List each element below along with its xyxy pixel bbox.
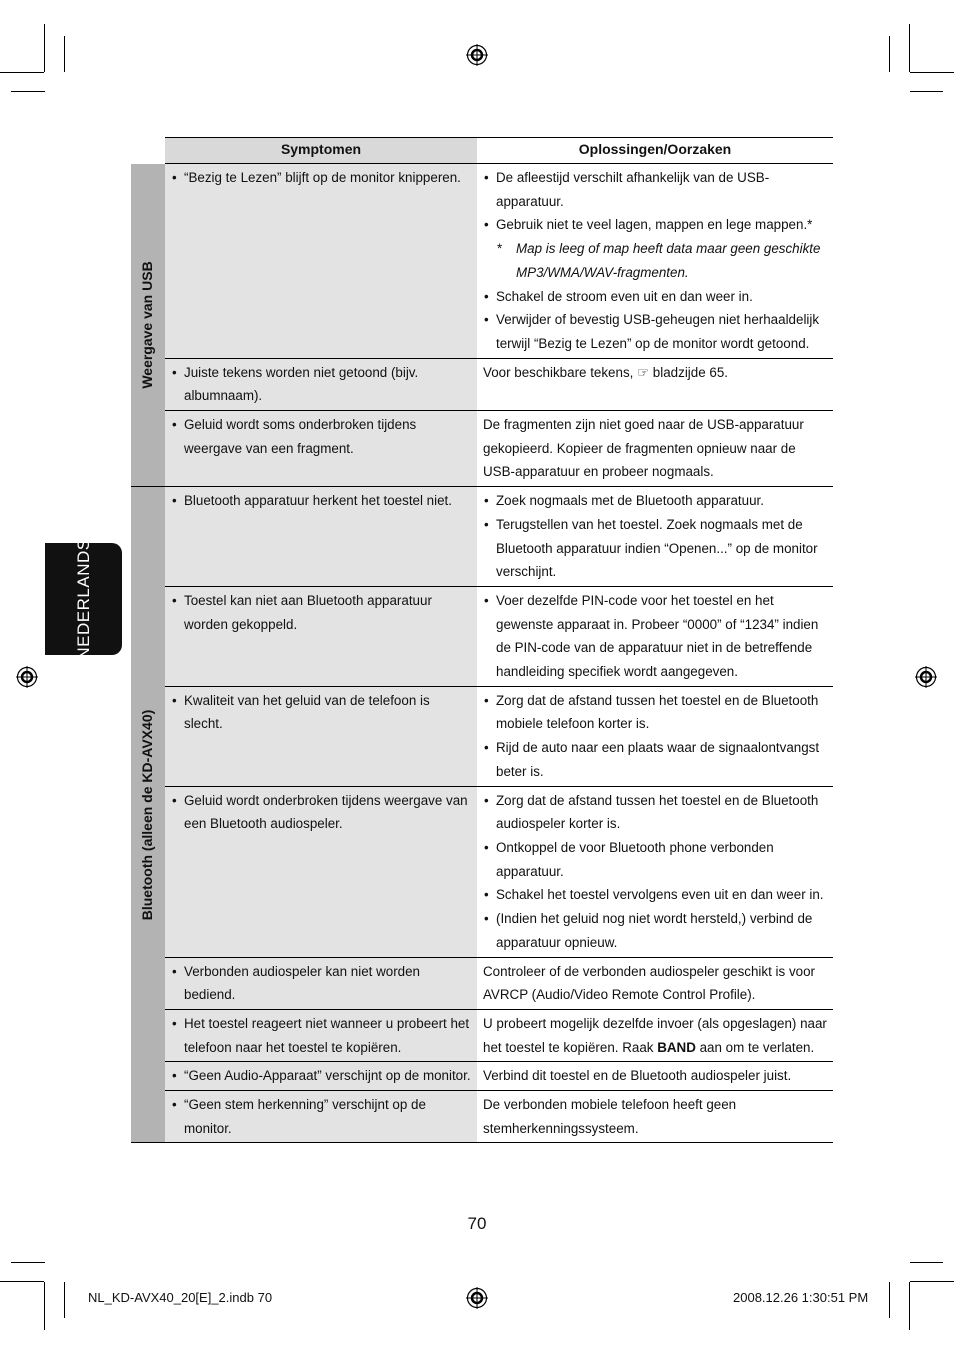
symptom-text: • “Bezig te Lezen” blijft op de monitor knipperen. xyxy=(171,166,471,190)
band-key-label: BAND xyxy=(657,1039,696,1055)
solution-cell xyxy=(477,164,833,359)
crop-mark xyxy=(909,24,910,72)
registration-mark-icon xyxy=(466,1287,488,1309)
symptom-text: • Geluid wordt onderbroken tijdens weergave van een Bluetooth audiospeler. xyxy=(171,789,471,836)
registration-mark-icon xyxy=(16,666,38,688)
crop-mark xyxy=(889,1282,890,1318)
table-row xyxy=(131,358,833,410)
symptom-cell xyxy=(165,411,477,487)
symptom-text: • “Geen Audio-Apparaat” verschijnt op de monitor. xyxy=(171,1064,471,1088)
table-row xyxy=(131,786,833,957)
category-label: Bluetooth (alleen de KD-AVX40) xyxy=(139,709,156,921)
crop-mark xyxy=(44,24,45,72)
symptom-cell xyxy=(165,164,477,359)
solution-item: • (Indien het geluid nog niet wordt hersteld,) verbind de apparatuur opnieuw. xyxy=(483,907,829,954)
solution-item: • Ontkoppel de voor Bluetooth phone verbonden apparatuur. xyxy=(483,836,829,883)
solution-note xyxy=(483,237,829,284)
solution-item: • Rijd de auto naar een plaats waar de signaalontvangst beter is. xyxy=(483,736,829,783)
note-text: Map is leeg of map heeft data maar geen geschikte MP3/WMA/WAV-fragmenten. xyxy=(516,241,821,280)
table-row xyxy=(131,1009,833,1061)
category-cell-bluetooth xyxy=(131,487,165,1143)
table-row xyxy=(131,1091,833,1143)
symptom-cell xyxy=(165,686,477,786)
crop-mark xyxy=(910,1262,943,1263)
symptom-text: • Het toestel reageert niet wanneer u probeert het telefoon naar het toestel te kopiëren. xyxy=(171,1012,471,1059)
crop-mark xyxy=(11,91,45,92)
symptom-cell xyxy=(165,487,477,587)
page-number: 70 xyxy=(467,1214,487,1233)
solution-item: • Voer dezelfde PIN-code voor het toestel en het gewenste apparaat in. Probeer “0000” of “1234” indien de PIN-code van de apparatuur niet in de betreffende handleiding specifiek wordt aangegeven. xyxy=(483,589,829,684)
table-row xyxy=(131,487,833,587)
symptom-cell xyxy=(165,1009,477,1061)
solution-cell xyxy=(477,786,833,957)
footer-timestamp: 2008.12.26 1:30:51 PM xyxy=(733,1290,869,1305)
table-row xyxy=(131,164,833,359)
solution-item: • Zorg dat de afstand tussen het toestel en de Bluetooth audiospeler korter is. xyxy=(483,789,829,836)
symptom-text: • Kwaliteit van het geluid van de telefoon is slecht. xyxy=(171,689,471,736)
solution-cell: Verbind dit toestel en de Bluetooth audiospeler juist. xyxy=(477,1062,833,1091)
crop-mark xyxy=(11,1262,45,1263)
symptom-cell xyxy=(165,1091,477,1143)
solution-cell xyxy=(477,586,833,686)
solution-text: aan om te verlaten. xyxy=(695,1039,815,1055)
crop-mark xyxy=(44,1282,45,1330)
crop-mark xyxy=(0,72,44,73)
registration-mark-icon xyxy=(466,44,488,66)
symptom-cell xyxy=(165,586,477,686)
table-header-row xyxy=(131,138,833,164)
solution-cell: De fragmenten zijn niet goed naar de USB-apparatuur gekopieerd. Kopieer de fragmenten opnieuw naar de USB-apparatuur en probeer nogmaals. xyxy=(477,411,833,487)
table-row xyxy=(131,1062,833,1091)
header-solutions: Oplossingen/Oorzaken xyxy=(477,138,833,164)
table-row xyxy=(131,411,833,487)
symptom-text: • Toestel kan niet aan Bluetooth apparatuur worden gekoppeld. xyxy=(171,589,471,636)
table-row xyxy=(131,686,833,786)
symptom-cell xyxy=(165,786,477,957)
solution-item: • Schakel de stroom even uit en dan weer in. xyxy=(483,285,829,309)
table-row xyxy=(131,957,833,1009)
solution-item: • Gebruik niet te veel lagen, mappen en lege mappen.* xyxy=(483,213,829,237)
solution-item: • Zoek nogmaals met de Bluetooth apparatuur. xyxy=(483,489,829,513)
crop-mark xyxy=(64,1282,65,1318)
solution-cell: De verbonden mobiele telefoon heeft geen stemherkenningssysteem. xyxy=(477,1091,833,1143)
header-symptoms: Symptomen xyxy=(165,138,477,164)
crop-mark xyxy=(889,36,890,72)
solution-item: • Terugstellen van het toestel. Zoek nogmaals met de Bluetooth apparatuur indien “Openen...” op de monitor verschijnt. xyxy=(483,513,829,584)
solution-cell: Controleer of de verbonden audiospeler geschikt is voor AVRCP (Audio/Video Remote Control Profile). xyxy=(477,957,833,1009)
symptom-text: • Juiste tekens worden niet getoond (bijv. albumnaam). xyxy=(171,361,471,408)
symptom-text: • Verbonden audiospeler kan niet worden bediend. xyxy=(171,960,471,1007)
table-row xyxy=(131,586,833,686)
symptom-cell xyxy=(165,358,477,410)
solution-item: • De afleestijd verschilt afhankelijk van de USB-apparatuur. xyxy=(483,166,829,213)
solution-cell xyxy=(477,686,833,786)
solution-item: • Schakel het toestel vervolgens even uit en dan weer in. xyxy=(483,883,829,907)
symptom-text: • Geluid wordt soms onderbroken tijdens weergave van een fragment. xyxy=(171,413,471,460)
language-tab-label: NEDERLANDS xyxy=(73,538,93,660)
solution-cell: Voor beschikbare tekens, ☞ bladzijde 65. xyxy=(477,358,833,410)
category-cell-usb xyxy=(131,164,165,487)
crop-mark xyxy=(910,1281,954,1282)
solution-cell xyxy=(477,487,833,587)
solution-item: • Zorg dat de afstand tussen het toestel en de Bluetooth mobiele telefoon korter is. xyxy=(483,689,829,736)
symptom-text: • “Geen stem herkenning” verschijnt op de monitor. xyxy=(171,1093,471,1140)
symptom-cell xyxy=(165,957,477,1009)
crop-mark xyxy=(909,1282,910,1330)
solution-cell xyxy=(477,1009,833,1061)
solution-item: • Verwijder of bevestig USB-geheugen niet herhaaldelijk terwijl “Bezig te Lezen” op de monitor wordt getoond. xyxy=(483,308,829,355)
language-tab xyxy=(45,538,122,660)
solution-text: U probeert mogelijk dezelfde invoer (als opgeslagen) naar het toestel te kopiëren. Raak xyxy=(483,1015,827,1055)
registration-mark-icon xyxy=(915,666,937,688)
troubleshooting-table xyxy=(131,137,833,1143)
category-label: Weergave van USB xyxy=(139,261,156,389)
footer-file-name: NL_KD-AVX40_20[E]_2.indb 70 xyxy=(88,1290,273,1305)
note-marker: * xyxy=(497,241,503,257)
crop-mark xyxy=(910,91,943,92)
crop-mark xyxy=(0,1281,44,1282)
crop-mark xyxy=(910,72,954,73)
crop-mark xyxy=(64,36,65,72)
symptom-cell xyxy=(165,1062,477,1091)
symptom-text: • Bluetooth apparatuur herkent het toestel niet. xyxy=(171,489,471,513)
